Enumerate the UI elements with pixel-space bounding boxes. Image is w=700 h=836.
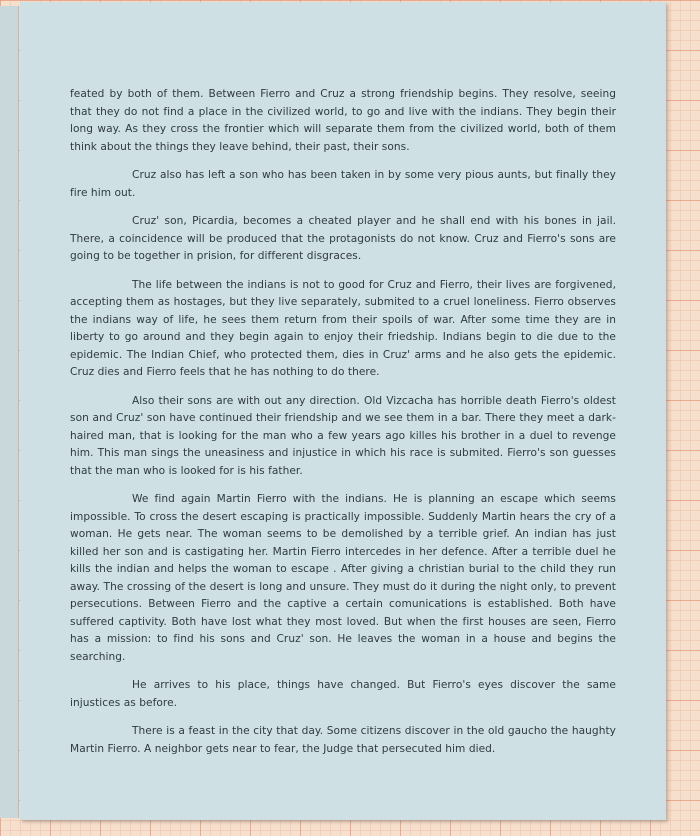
underlying-sheet [0,6,19,818]
page-text [70,86,616,769]
paragraph-8: There is a feast in the city that day. Some citizens discover in the old gaucho the haughty Martin Fierro. A neighbor gets near to fear, the Judge that persecuted him died. [70,725,616,755]
paragraph-4: The life between the indians is not to good for Cruz and Fierro, their lives are forgivened, accepting them as hostages, but they live separately, submited to a cruel loneliness. Fierro observes the indians way of life, he sees them return from their spoils of war. After some time they are in liberty to go around and they begin again to enjoy their friedship. Indians begin to die due to the epidemic. The Indian Chief, who protected them, dies in Cruz' arms and he also gets the epidemic. Cruz dies and Fierro feels that he has nothing to do there. [70,278,616,378]
paragraph-1: feated by both of them. Between Fierro and Cruz a strong friendship begins. They resolve, seeing that they do not find a place in the civilized world, to go and live with the indians. They begin their long way. As they cross the frontier which will separate them from the civilized world, both of them think about the things they leave behind, their past, their sons. [70,88,616,153]
paragraph-7: He arrives to his place, things have changed. But Fierro's eyes discover the same injustices as before. [70,679,616,709]
paragraph-6: We find again Martin Fierro with the indians. He is planning an escape which seems impossible. To cross the desert escaping is practically impossible. Suddenly Martin hears the cry of a woman. He gets near. The woman seems to be demolished by a terrible grief. An indian has just killed her son and is castigating her. Martin Fierro intercedes in her defence. After a terrible duel he kills the indian and helps the woman to escape . After giving a christian burial to the child they run away. The crossing of the desert is long and unsure. They must do it during the night only, to prevent persecutions. Between Fierro and the captive a certain comunications is established. Both have suffered captivity. Both have lost what they most loved. But when the first houses are seen, Fierro has a mission: to find his sons and Cruz' son. He leaves the woman in a house and begins the searching. [70,493,616,663]
paragraph-2: Cruz also has left a son who has been taken in by some very pious aunts, but finally they fire him out. [70,169,616,199]
paragraph-3: Cruz' son, Picardia, becomes a cheated player and he shall end with his bones in jail. There, a coincidence will be produced that the protagonists do not know. Cruz and Fierro's sons are going to be together in prision, for different disgraces. [70,215,616,262]
paragraph-5: Also their sons are with out any direction. Old Vizcacha has horrible death Fierro's oldest son and Cruz' son have continued their friendship and we see them in a bar. There they meet a dark-haired man, that is looking for the man who a few years ago killes his brother in a duel to revenge him. This man sings the uneasiness and injustice in which his race is submited. Fierro's son guesses that the man who is looked for is his father. [70,394,616,477]
